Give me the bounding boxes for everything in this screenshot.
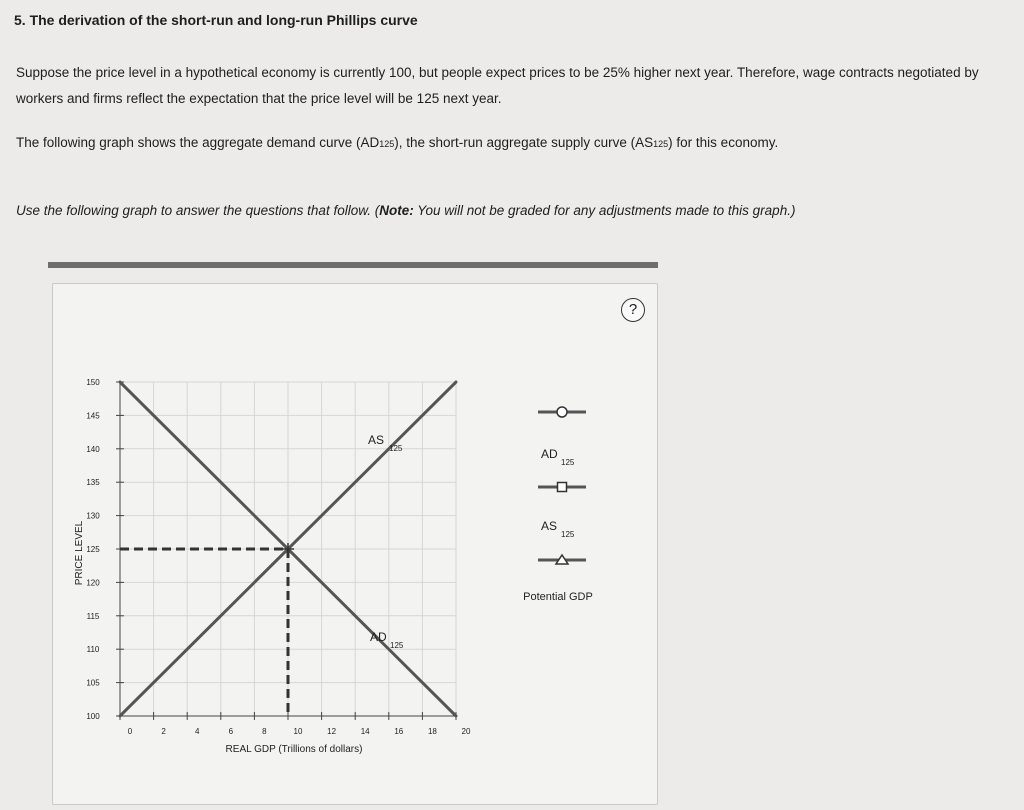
y-tick-label-130: 130 xyxy=(86,511,100,521)
para2-text-b: ), the short-run aggregate supply curve (AS xyxy=(394,135,654,150)
x-tick-label-10: 10 xyxy=(293,727,303,736)
x-tick-label-14: 14 xyxy=(360,727,370,736)
label-sub-AS125: 125 xyxy=(389,444,403,453)
x-tick-label-2: 2 xyxy=(161,727,166,736)
y-tick-label-105: 105 xyxy=(86,678,100,688)
y-tick-label-135: 135 xyxy=(86,478,100,488)
legend-square-marker-icon[interactable] xyxy=(558,483,567,492)
para2-text-c: ) for this economy. xyxy=(668,135,779,150)
question-title: 5. The derivation of the short-run and long-run Phillips curve xyxy=(14,12,418,28)
para3-text-a: Use the following graph to answer the questions that follow. ( xyxy=(16,203,380,218)
x-tick-label-18: 18 xyxy=(427,727,437,736)
para3-note: Note: xyxy=(379,203,414,218)
x-tick-label-12: 12 xyxy=(327,727,337,736)
y-tick-label-125: 125 xyxy=(86,545,100,554)
legend-label-1: AS xyxy=(541,519,558,533)
question-paragraph-1: Suppose the price level in a hypothetical economy is currently 100, but people expect prices to be 25% higher next year. Therefore, wage contracts negotiated by workers and firms reflect the expectation that the price level will be 125 next year. xyxy=(16,65,979,106)
y-tick-label-120: 120 xyxy=(86,578,100,588)
para2-text-a: The following graph shows the aggregate demand curve (AD xyxy=(16,135,380,150)
legend-label-sub-0: 125 xyxy=(561,458,575,467)
x-tick-label-0: 0 xyxy=(127,727,133,736)
legend-circle-marker-icon[interactable] xyxy=(557,407,567,417)
label-AD125: AD xyxy=(370,630,387,644)
x-tick-label-20: 20 xyxy=(461,727,471,736)
y-tick-label-140: 140 xyxy=(86,444,100,454)
legend-label-2: Potential GDP xyxy=(523,591,593,603)
y-tick-label-110: 110 xyxy=(86,645,100,655)
y-tick-label-145: 145 xyxy=(86,411,100,421)
label-AS125: AS xyxy=(368,433,385,447)
para2-sub-1: 125 xyxy=(379,139,395,149)
x-tick-label-4: 4 xyxy=(194,727,200,736)
y-tick-label-100: 100 xyxy=(86,712,100,721)
y-tick-label-115: 115 xyxy=(86,611,100,621)
legend-label-0: AD xyxy=(541,447,558,461)
x-axis-title: REAL GDP (Trillions of dollars) xyxy=(225,744,363,755)
label-sub-AD125: 125 xyxy=(390,641,404,650)
para2-sub-2: 125 xyxy=(653,139,669,149)
y-axis-title: PRICE LEVEL xyxy=(74,520,85,586)
para3-text-b: You will not be graded for any adjustments made to this graph.) xyxy=(413,203,796,218)
x-tick-label-16: 16 xyxy=(394,727,404,736)
legend-label-sub-1: 125 xyxy=(561,530,575,539)
x-tick-label-6: 6 xyxy=(228,727,234,736)
help-button[interactable]: ? xyxy=(621,298,645,322)
y-tick-label-150: 150 xyxy=(86,378,100,387)
x-tick-label-8: 8 xyxy=(262,727,267,736)
